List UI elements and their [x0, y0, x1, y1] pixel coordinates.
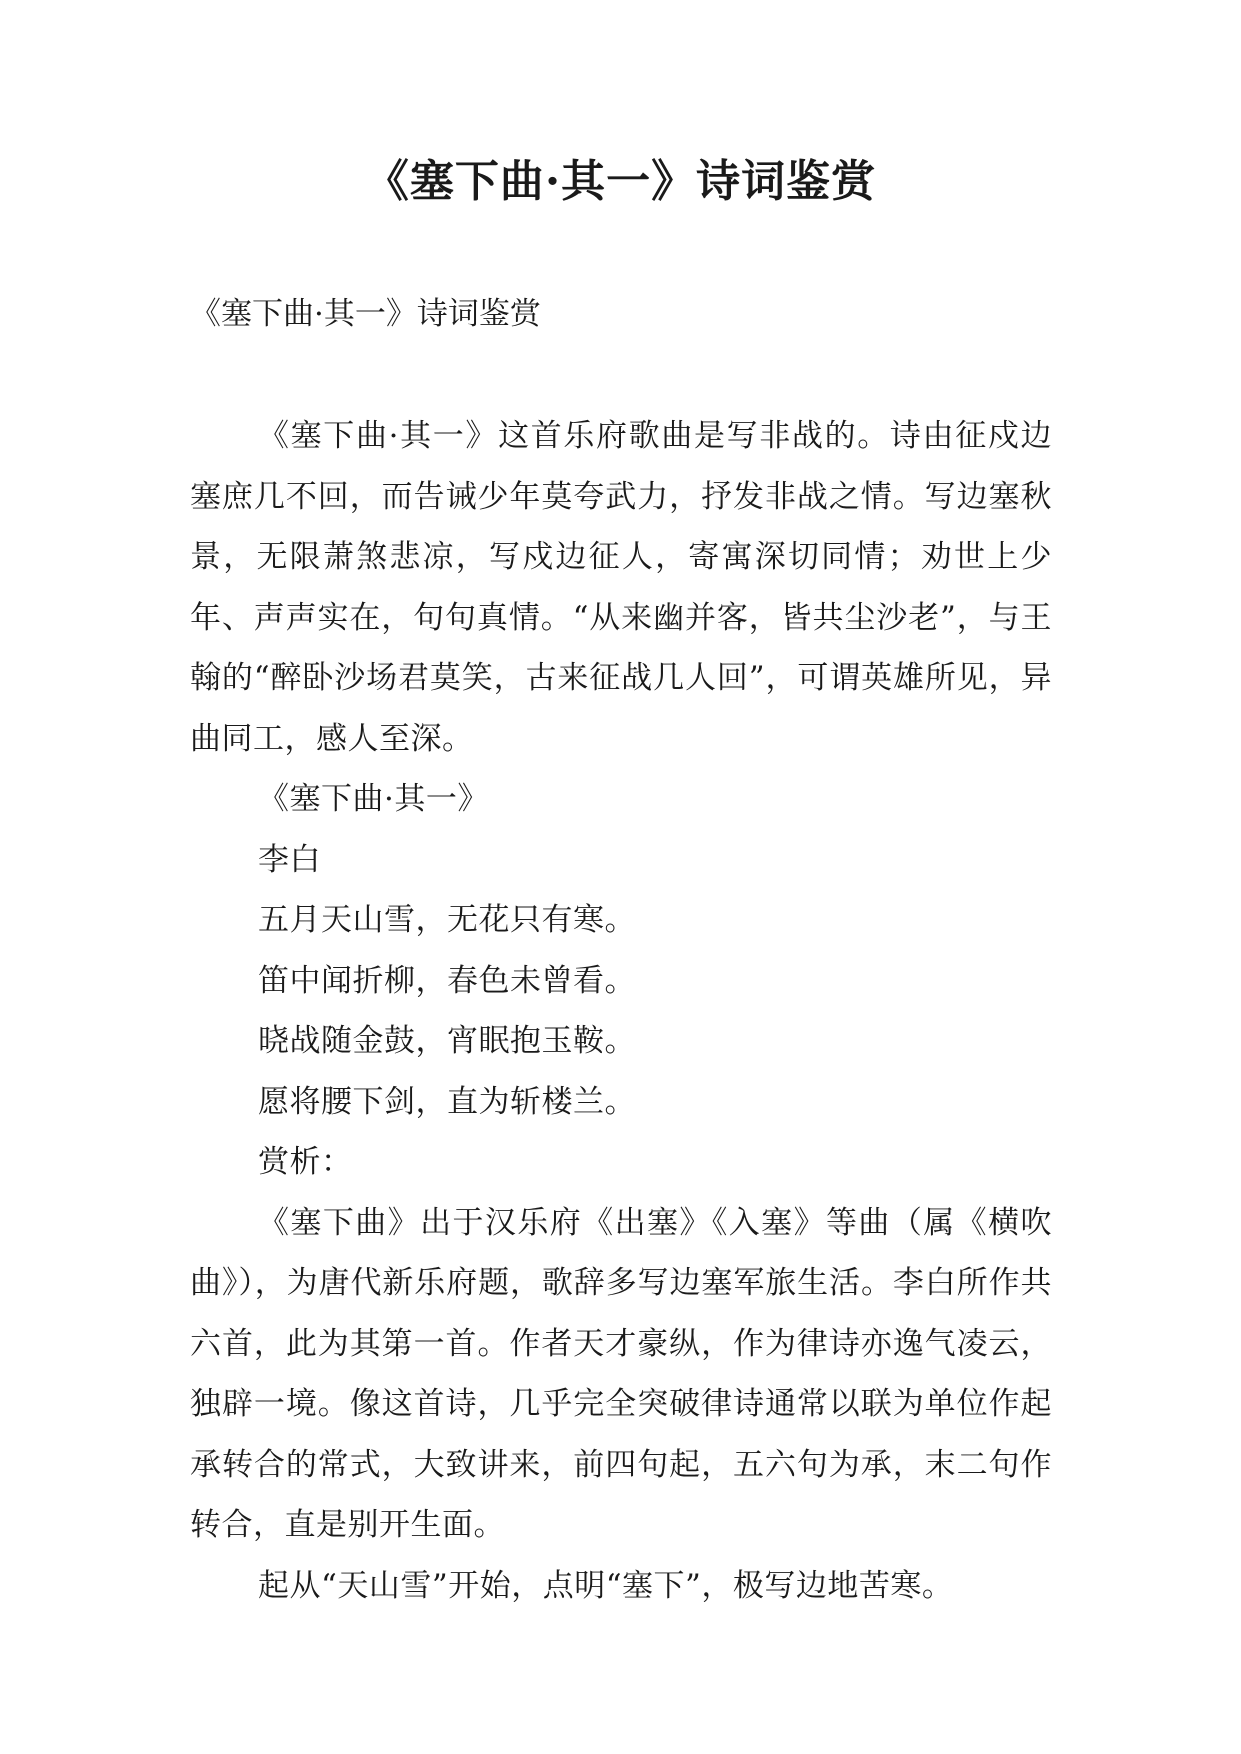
analysis-label: 赏析： — [258, 1144, 353, 1180]
poem-line: 晓战随金鼓，宵眠抱玉鞍。 — [258, 1023, 636, 1059]
document-body — [190, 406, 1052, 1616]
poem-line: 愿将腰下剑，直为斩楼兰。 — [258, 1083, 636, 1120]
analysis-paragraph-continued: 起从“天山雪”开始，点明“塞下”，极写边地苦寒。 — [258, 1567, 954, 1604]
poem-line: 五月天山雪，无花只有寒。 — [258, 902, 636, 938]
document-title: 《塞下曲·其一》诗词鉴赏 — [364, 156, 877, 207]
document-subtitle: 《塞下曲·其一》诗词鉴赏 — [190, 296, 541, 332]
poem-title: 《塞下曲·其一》 — [258, 781, 489, 817]
poem-line: 笛中闻折柳，春色未曾看。 — [258, 962, 636, 999]
analysis-paragraph: 《塞下曲》出于汉乐府《出塞》《入塞》等曲（属《横吹曲》），为唐代新乐府题，歌辞多写边塞军旅生活。李白所作共六首，此为其第一首。作者天才豪纵，作为律诗亦逸气凌云，独辟一境。像这首诗，几乎完全突破律诗通常以联为单位作起承转合的常式，大致讲来，前四句起，五六句为承，末二句作转合，直是别开生面。 — [190, 1204, 1052, 1543]
poem-author: 李白 — [258, 841, 321, 878]
intro-paragraph: 《塞下曲·其一》这首乐府歌曲是写非战的。诗由征戍边塞庶几不回，而告诫少年莫夸武力，抒发非战之情。写边塞秋景，无限萧煞悲凉，写戍边征人，寄寓深切同情；劝世上少年、声声实在，句句真情。“从来幽并客，皆共尘沙老”，与王翰的“醉卧沙场君莫笑，古来征战几人回”，可谓英雄所见，异曲同工，感人至深。 — [190, 418, 1052, 757]
